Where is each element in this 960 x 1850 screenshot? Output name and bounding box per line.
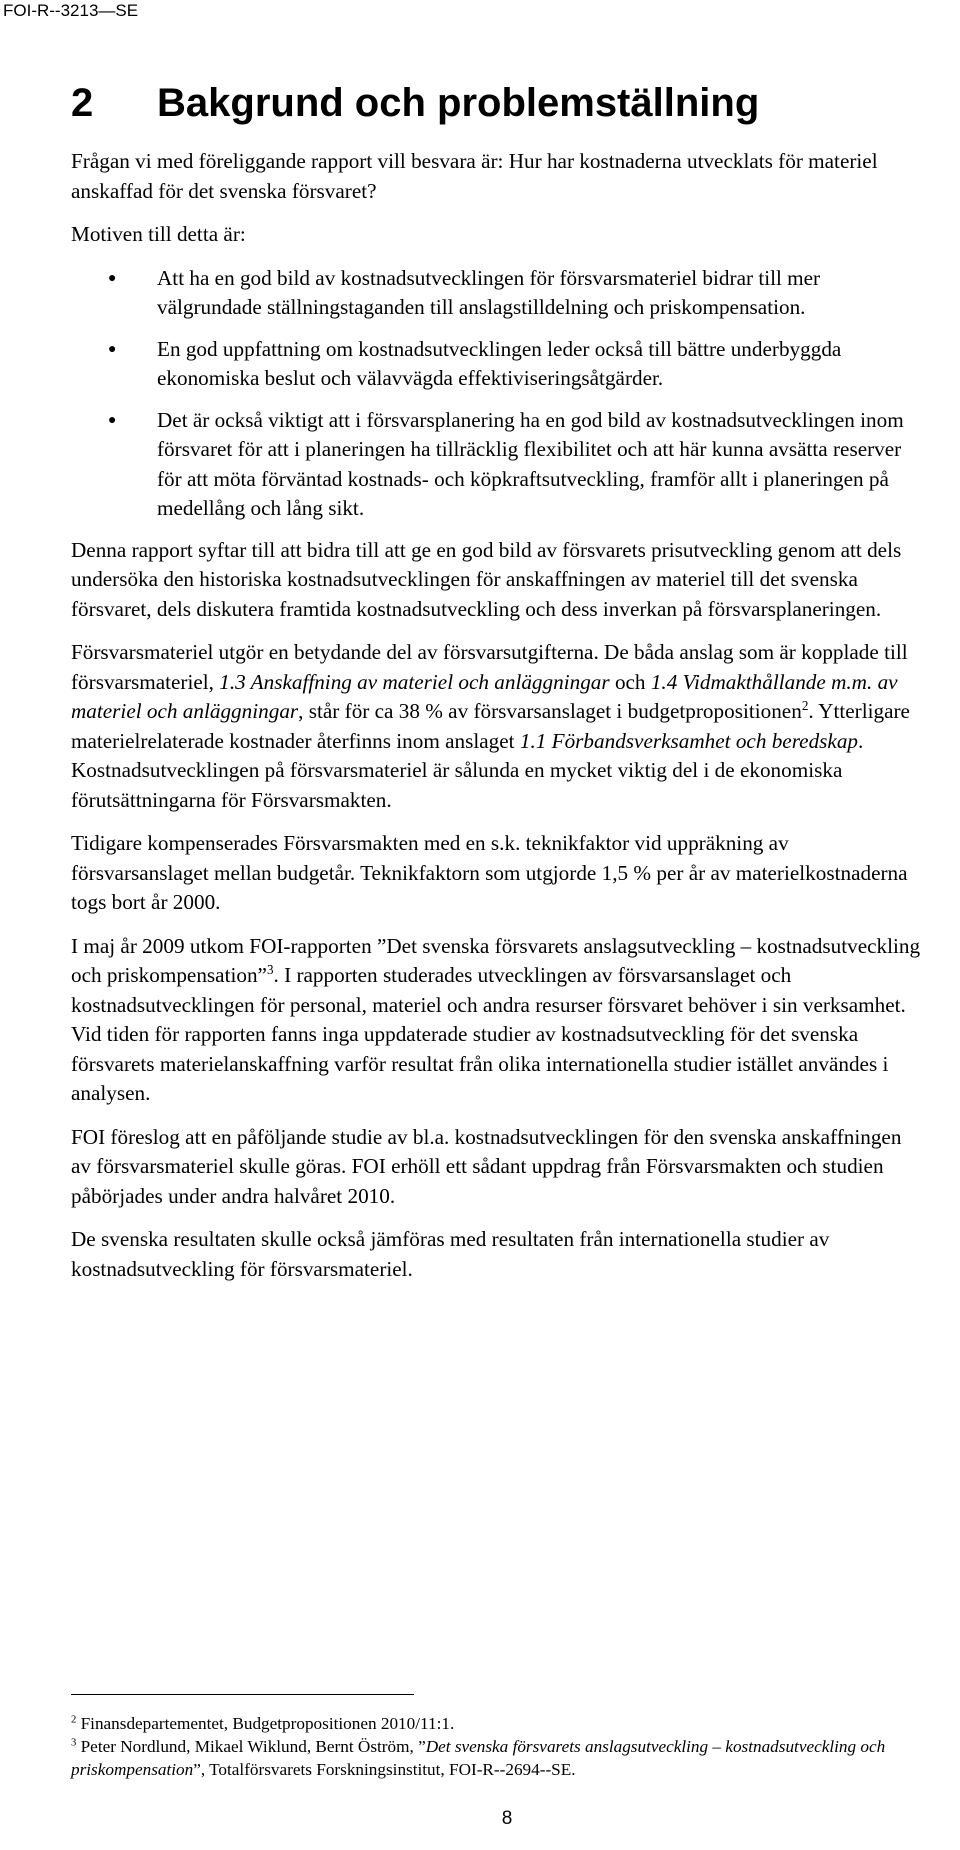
follow-up-study-paragraph: FOI föreslog att en påföljande studie av bl.a. kostnadsutvecklingen för den svenska anskaffningen av försvarsmateriel skulle göras. FOI erhöll ett sådant uppdrag från Försvarsmakten och studien påbörjades under andra halvåret 2010. [71,1124,902,1208]
section-number: 2 [71,81,94,125]
bullet-icon: ● [108,412,117,428]
section-title: Bakgrund och problemställning [157,81,760,125]
page-number: 8 [501,1808,513,1829]
list-item [71,335,923,394]
appropriation-1-4: 1.4 Vidmakthållande m.m. av materiel och anläggningar [71,669,898,723]
footnote-ref-3: 3 [266,961,274,977]
motives-label: Motiven till detta är: [71,222,246,246]
comparison-paragraph: De svenska resultaten skulle också jämföras med resultaten från internationella studier av kostnadsutveckling för försvarsmateriel. [71,1227,830,1281]
section-heading [71,80,759,126]
appropriation-1-1: 1.1 Förbandsverksamhet och beredskap [519,728,859,753]
report-id: FOI-R--3213—SE [3,1,139,20]
footnote-ref-2: 2 [801,697,809,713]
list-item [71,264,923,323]
materiel-share-paragraph: Försvarsmateriel utgör en betydande del av försvarsutgifterna. De båda anslag som är kopplade till försvarsmateriel, 1.3 Anskaffning av materiel och anläggningar och 1.4 Vidmakthållande m.m. av materiel och anläggningar, står för ca 38 % av försvarsanslaget i budgetpropositionen$^2$. Ytterligare materielrelaterade kostnader återfinns inom anslaget 1.1 Förbandsverksamhet och beredskap. Kostnadsutvecklingen på försvarsmateriel är sålunda en mycket viktig del i de ekonomiska förutsättningarna för Försvarsmakten. [71,640,910,812]
list-item-text: Det är också viktigt att i försvarsplanering ha en god bild av kostnadsutvecklingen inom försvaret för att i planeringen ha tillräcklig flexibilitet och att här kunna avsätta reserver för att möta förväntad kostnads- och köpkraftsutveckling, framför allt i planeringen på medellång och lång sikt. [157,407,904,520]
list-item [71,406,923,524]
motives-list [71,264,923,524]
intro-paragraph: Frågan vi med föreliggande rapport vill besvara är: Hur har kostnaderna utvecklats för materiel anskaffad för det svenska försvaret? [71,149,878,203]
purpose-paragraph: Denna rapport syftar till att bidra till att ge en god bild av försvarets prisutveckling genom att dels undersöka den historiska kostnadsutvecklingen för anskaffningen av materiel till det svenska försvaret, dels diskutera framtida kostnadsutveckling och dess inverkan på försvarsplaneringen. [71,537,902,621]
footnotes [71,1712,931,1781]
list-item-text: Att ha en god bild av kostnadsutvecklingen för försvarsmateriel bidrar till mer välgrundade ställningstaganden till anslagstilldelning och priskompensation. [157,265,821,319]
footnote-3: $^3$ Peter Nordlund, Mikael Wiklund, Bernt Öström, ”Det svenska försvarets anslagsutveckling – kostnadsutveckling och priskompensation”, Totalförsvarets Forskningsinstitut, FOI-R--2694--SE. [71,1737,886,1779]
bullet-icon: ● [108,270,117,286]
body-text [71,147,923,1298]
footnote-2: $^2$ Finansdepartementet, Budgetpropositionen 2010/11:1. [71,1714,455,1733]
bullet-icon: ● [108,341,117,357]
foi-2009-report-paragraph: I maj år 2009 utkom FOI-rapporten ”Det svenska försvarets anslagsutveckling – kostnadsutveckling och priskompensation”$^3$. I rapporten studerades utvecklingen av försvarsanslaget och kostnadsutvecklingen för personal, materiel och andra resurser försvaret behöver i sin verksamhet. Vid tiden för rapporten fanns inga uppdaterade studier av kostnadsutveckling för det svenska försvarets materielanskaffning varför resultat från olika internationella studier istället användes i analysen. [71,933,921,1105]
technology-factor-paragraph: Tidigare kompenserades Försvarsmakten med en s.k. teknikfaktor vid uppräkning av försvarsanslaget mellan budgetår. Teknikfaktorn som utgjorde 1,5 % per år av materielkostnaderna togs bort år 2000. [71,831,908,914]
list-item-text: En god uppfattning om kostnadsutvecklingen leder också till bättre underbyggda ekonomiska beslut och välavvägda effektiviseringsåtgärder. [157,336,842,390]
footnote-separator [71,1694,414,1695]
appropriation-1-3: 1.3 Anskaffning av materiel och anläggningar [219,669,610,694]
